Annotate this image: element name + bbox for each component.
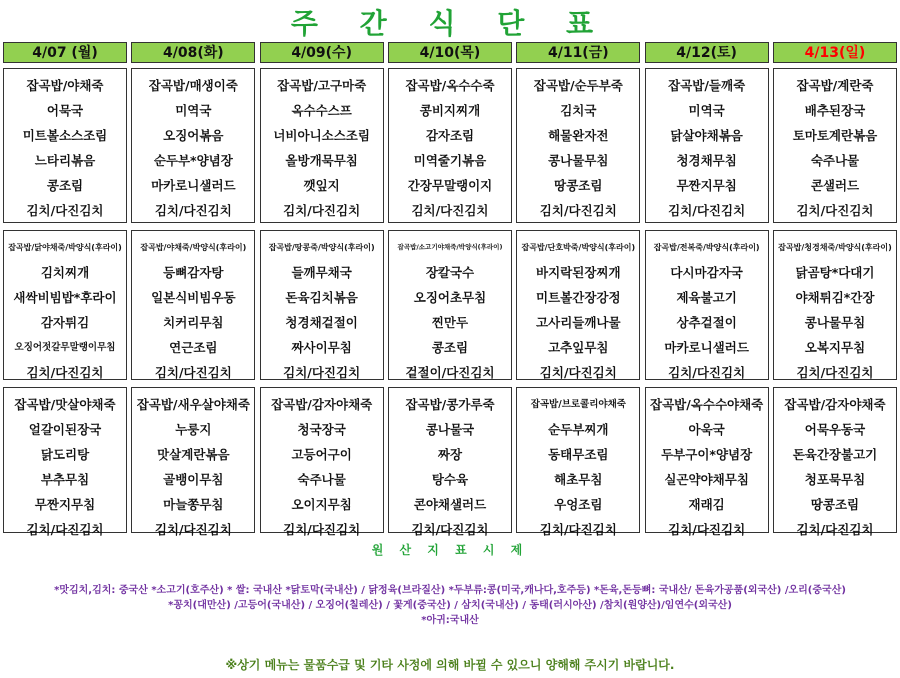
day-header: 4/09(수): [260, 42, 384, 63]
menu-item: 잡곡밥/감자야채죽: [271, 397, 373, 412]
menu-item: 상추겉절이: [676, 315, 737, 330]
menu-item: 어묵우동국: [804, 422, 866, 437]
menu-item: 김치/다진김치: [539, 203, 617, 218]
menu-item: 마카로니샐러드: [664, 340, 749, 355]
menu-item: 김치/다진김치: [283, 522, 361, 537]
menu-item: 간장무말랭이지: [407, 178, 493, 193]
menu-item: 오징어초무침: [413, 290, 487, 305]
menu-item: 바지락된장찌개: [536, 265, 621, 280]
menu-item: 미트볼소스조림: [22, 128, 108, 143]
menu-item: 잡곡밥/땅콩죽/박양식(후라이): [268, 243, 375, 252]
night-block: [645, 387, 769, 537]
menu-item: 야채튀김*간장: [795, 290, 875, 305]
menu-item: 오징어젓갈무말랭이무침: [14, 342, 116, 353]
menu-item: 잡곡밥/계란죽: [796, 78, 874, 93]
menu-item: 새싹비빔밥*후라이: [13, 290, 117, 305]
menu-item: 잡곡밥/새우살야채죽: [136, 397, 250, 412]
menu-item: 아욱국: [688, 422, 725, 437]
dinner-block: [773, 230, 897, 380]
menu-item: 고사리들깨나물: [536, 315, 621, 330]
dinner-block: [3, 230, 127, 380]
menu-item: 돈육김치볶음: [285, 290, 358, 305]
menu-item: 감자튀김: [40, 315, 90, 330]
origin-line: *꽁치(대만산) /고등어(국내산) / 오징어(칠레산) / 꽃게(중국산) / 삼치(국내산) / 동태(러시아산) /참치(원양산)/임연수(외국산): [168, 600, 732, 611]
menu-item: 김치/다진김치: [26, 365, 104, 380]
menu-item: 잡곡밥/맛살야채죽: [14, 397, 116, 412]
menu-item: 땅콩조림: [554, 178, 603, 193]
origin-title: 원 산 지 표 시 제: [371, 543, 529, 557]
menu-item: 콘야채샐러드: [413, 497, 487, 512]
day-header: 4/13(일): [773, 42, 897, 63]
day-header: 4/08(화): [131, 42, 255, 63]
day-header: 4/10(목): [388, 42, 512, 63]
menu-item: 고등어구이: [291, 447, 352, 462]
dinner-block: [131, 230, 255, 380]
menu-item: 숙주나물: [810, 153, 860, 168]
menu-item: 들깨무채국: [291, 265, 352, 280]
day-column-sun: [773, 42, 897, 537]
menu-item: 미역국: [688, 103, 725, 118]
menu-item: 김치/다진김치: [26, 203, 104, 218]
menu-item: 콩조림: [46, 178, 84, 193]
menu-item: 토마토계란볶음: [792, 128, 878, 143]
menu-item: 어묵국: [46, 103, 84, 118]
menu-item: 일본식비빔우동: [151, 290, 236, 305]
menu-item: 김치/다진김치: [411, 203, 489, 218]
lunch-block: [260, 68, 384, 223]
menu-grid: [3, 42, 897, 537]
day-header: 4/11(금): [516, 42, 640, 63]
day-column-fri: [516, 42, 640, 537]
day-column-tue: [131, 42, 255, 537]
menu-item: 닭곰탕*다대기: [795, 265, 875, 280]
menu-item: 잡곡밥/야채죽/박양식(후라이): [140, 243, 247, 252]
menu-item: 돈육간장불고기: [792, 447, 878, 462]
menu-item: 등뼈감자탕: [163, 265, 224, 280]
menu-item: 치커리무침: [163, 315, 224, 330]
dinner-block: [260, 230, 384, 380]
menu-item: 탕수육: [431, 472, 469, 487]
menu-item: 콘샐러드: [810, 178, 860, 193]
menu-item: 잡곡밥/들깨죽: [668, 78, 746, 93]
menu-item: 옥수수스프: [291, 103, 352, 118]
menu-item: 마늘쫑무침: [163, 497, 224, 512]
menu-item: 재래김: [688, 497, 725, 512]
menu-item: 맛살계란볶음: [157, 447, 230, 462]
menu-item: 잡곡밥/고구마죽: [277, 78, 367, 93]
menu-item: 잡곡밥/청경채죽/박양식(후라이): [778, 243, 892, 252]
menu-item: 감자조림: [425, 128, 475, 143]
day-column-mon: [3, 42, 127, 537]
menu-item: 잡곡밥/닭야채죽/박양식(후라이): [8, 243, 122, 252]
lunch-block: [3, 68, 127, 223]
day-column-sat: [645, 42, 769, 537]
dinner-block: [645, 230, 769, 380]
menu-item: 동태무조림: [548, 447, 609, 462]
day-header: 4/12(토): [645, 42, 769, 63]
night-block: [3, 387, 127, 537]
day-header: 4/07 (월): [3, 42, 127, 63]
menu-item: 김치/다진김치: [796, 365, 874, 380]
origin-notes: [0, 583, 900, 628]
menu-item: 잡곡밥/소고기야채죽/박양식(후라이): [397, 243, 503, 251]
menu-item: 겉절이/다진김치: [405, 365, 495, 380]
menu-item: 연근조림: [169, 340, 218, 355]
menu-item: 닭도리탕: [40, 447, 90, 462]
menu-item: 김치/다진김치: [154, 203, 232, 218]
night-block: [516, 387, 640, 537]
menu-item: 마카로니샐러드: [151, 178, 236, 193]
menu-item: 순두부찌개: [548, 422, 609, 437]
menu-item: 오복지무침: [804, 340, 866, 355]
menu-item: 미트볼간장강정: [536, 290, 621, 305]
menu-item: 김치/다진김치: [154, 365, 232, 380]
menu-item: 김치찌개: [40, 265, 90, 280]
menu-item: 잡곡밥/브로콜리야채죽: [530, 399, 626, 410]
menu-item: 느타리볶음: [34, 153, 96, 168]
day-column-thu: [388, 42, 512, 537]
night-block: [388, 387, 512, 537]
notice-text: ※상기 메뉴는 물품수급 및 기타 사정에 의해 바뀔 수 있으니 양해해 주시기 바랍니다.: [225, 658, 675, 672]
menu-item: 두부구이*양념장: [661, 447, 753, 462]
menu-item: 김치/다진김치: [411, 522, 489, 537]
menu-item: 장칼국수: [425, 265, 475, 280]
page-title: 주 간 식 단 표: [290, 7, 610, 40]
menu-item: 김치/다진김치: [796, 522, 874, 537]
menu-item: 청경채무침: [676, 153, 737, 168]
menu-item: 잡곡밥/야채죽: [26, 78, 104, 93]
menu-item: 실곤약야채무침: [664, 472, 749, 487]
menu-item: 잡곡밥/콩가루죽: [405, 397, 495, 412]
menu-item: 잡곡밥/옥수수죽: [405, 78, 495, 93]
menu-item: 제육불고기: [676, 290, 737, 305]
menu-item: 콩나물국: [425, 422, 475, 437]
menu-item: 김치/다진김치: [668, 365, 746, 380]
menu-item: 고추잎무침: [548, 340, 609, 355]
menu-item: 너비아니소스조림: [273, 128, 370, 143]
lunch-block: [516, 68, 640, 223]
menu-item: 배추된장국: [804, 103, 866, 118]
menu-item: 해물완자전: [548, 128, 609, 143]
menu-item: 청포묵무침: [804, 472, 866, 487]
origin-line: *아귀:국내산: [421, 615, 479, 626]
lunch-block: [388, 68, 512, 223]
menu-item: 콩나물무침: [548, 153, 609, 168]
dinner-block: [516, 230, 640, 380]
menu-item: 짜장: [437, 447, 463, 462]
lunch-block: [645, 68, 769, 223]
menu-item: 얼갈이된장국: [28, 422, 102, 437]
menu-item: 골뱅이무침: [163, 472, 224, 487]
menu-item: 잡곡밥/매생이죽: [148, 78, 238, 93]
menu-item: 해초무침: [554, 472, 603, 487]
menu-item: 콩비지찌개: [419, 103, 481, 118]
menu-item: 무짠지무침: [676, 178, 737, 193]
origin-line: *맛김치,김치: 중국산 *소고기(호주산) * 쌀: 국내산 *닭토막(국내산) / 닭정육(브라질산) *두부류:콩(미국,캐나다,호주등) *돈육,돈등뼈: 국내산/ 돈육가공품(외국산) /오리(중국산): [54, 585, 846, 596]
menu-item: 김치/다진김치: [283, 365, 361, 380]
night-block: [773, 387, 897, 537]
menu-item: 잡곡밥/감자야채죽: [784, 397, 886, 412]
menu-item: 김치/다진김치: [539, 522, 617, 537]
menu-item: 김치/다진김치: [283, 203, 361, 218]
menu-item: 잡곡밥/순두부죽: [533, 78, 623, 93]
menu-item: 미역줄기볶음: [413, 153, 487, 168]
menu-item: 김치/다진김치: [539, 365, 617, 380]
menu-item: 콩조림: [431, 340, 469, 355]
menu-item: 잡곡밥/전복죽/박양식(후라이): [653, 243, 760, 252]
lunch-block: [131, 68, 255, 223]
menu-item: 찐만두: [431, 315, 469, 330]
dinner-block: [388, 230, 512, 380]
menu-item: 김치/다진김치: [668, 522, 746, 537]
menu-item: 짜사이무침: [291, 340, 352, 355]
menu-item: 오징어볶음: [163, 128, 224, 143]
menu-item: 김치국: [560, 103, 597, 118]
menu-item: 무짠지무침: [34, 497, 96, 512]
menu-item: 청경채겉절이: [285, 315, 358, 330]
menu-item: 김치/다진김치: [26, 522, 104, 537]
lunch-block: [773, 68, 897, 223]
menu-item: 콩나물무침: [804, 315, 866, 330]
night-block: [260, 387, 384, 537]
menu-item: 미역국: [175, 103, 212, 118]
menu-item: 순두부*양념장: [153, 153, 233, 168]
night-block: [131, 387, 255, 537]
menu-item: 숙주나물: [297, 472, 346, 487]
menu-item: 올방개묵무침: [285, 153, 358, 168]
menu-item: 잡곡밥/단호박죽/박양식(후라이): [521, 243, 636, 252]
menu-item: 부추무침: [40, 472, 90, 487]
menu-item: 우엉조림: [554, 497, 603, 512]
menu-item: 누룽지: [175, 422, 212, 437]
menu-item: 청국장국: [297, 422, 346, 437]
menu-item: 김치/다진김치: [154, 522, 232, 537]
day-column-wed: [260, 42, 384, 537]
menu-item: 닭살야채볶음: [670, 128, 743, 143]
menu-item: 땅콩조림: [810, 497, 860, 512]
menu-item: 김치/다진김치: [668, 203, 746, 218]
menu-item: 깻잎지: [303, 178, 340, 193]
menu-item: 잡곡밥/옥수수야채죽: [650, 397, 764, 412]
menu-item: 김치/다진김치: [796, 203, 874, 218]
menu-item: 오이지무침: [291, 497, 352, 512]
menu-item: 다시마감자국: [670, 265, 743, 280]
